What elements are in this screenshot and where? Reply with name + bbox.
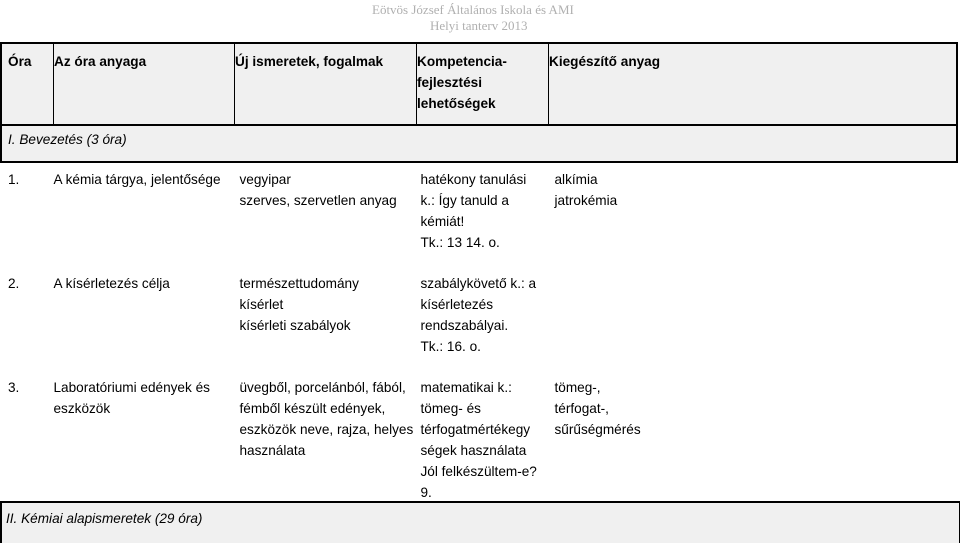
competence-line: rendszabályai. (420, 318, 509, 333)
section-row (1, 125, 957, 162)
row-number: 1. (8, 172, 20, 187)
extra-line: térfogat-, (554, 401, 609, 416)
competence-line: 9. (420, 485, 432, 500)
row-competence (417, 267, 549, 371)
concept-line: használata (239, 443, 306, 458)
table-row (1, 162, 957, 267)
row-competence (417, 371, 549, 515)
extra-line: alkímia (554, 172, 598, 187)
header-topic: Az óra anyaga (54, 43, 235, 125)
extra-line: tömeg-, (554, 380, 601, 395)
concept-line: kísérlet (239, 297, 284, 312)
school-name: Eötvös József Általános Iskola és AMI (372, 2, 574, 17)
competence-line: matematikai k.: (420, 380, 512, 395)
competence-line: Tk.: 16. o. (420, 339, 481, 354)
section-row (0, 501, 960, 543)
concept-line: üvegből, porcelánból, fából, (239, 380, 406, 395)
topic-line: Laboratóriumi edények és (53, 380, 210, 395)
header-competence-line: Kompetencia- (417, 54, 507, 69)
section-title: II. Kémiai alapismeretek (29 óra) (6, 511, 203, 526)
concept-line: vegyipar (239, 172, 291, 187)
competence-line: tömeg- és (420, 401, 481, 416)
header-competence (417, 43, 549, 125)
section-title: I. Bevezetés (3 óra) (1, 125, 957, 162)
row-extra (549, 267, 958, 371)
row-concepts (235, 162, 417, 267)
concept-line: fémből készült edények, (239, 401, 386, 416)
header-concepts: Új ismeretek, fogalmak (235, 43, 417, 125)
table-header-row (1, 43, 957, 125)
extra-line: sűrűségmérés (554, 422, 641, 437)
header-ora: Óra (1, 43, 54, 125)
concept-line: természettudomány (239, 276, 359, 291)
header-extra: Kiegészítő anyag (549, 43, 958, 125)
concept-line: kísérleti szabályok (239, 318, 351, 333)
table-row (1, 371, 957, 515)
topic-line: eszközök (53, 401, 111, 416)
table-row (1, 267, 957, 371)
topic-line: A kísérletezés célja (53, 276, 170, 291)
competence-line: kémiát! (420, 214, 465, 229)
row-extra (549, 162, 958, 267)
concept-line: szerves, szervetlen anyag (239, 193, 397, 208)
row-number: 2. (8, 276, 20, 291)
competence-line: k.: Így tanuld a (420, 193, 509, 208)
curriculum-table (0, 42, 958, 515)
header-competence-line: lehetőségek (417, 96, 496, 111)
competence-line: Jól felkészültem-e? (420, 464, 537, 479)
competence-line: szabálykövető k.: a (420, 276, 537, 291)
row-number: 3. (8, 380, 20, 395)
curriculum-title: Helyi tanterv 2013 (430, 18, 528, 33)
row-competence (417, 162, 549, 267)
competence-line: hatékony tanulási (420, 172, 527, 187)
header-competence-line: fejlesztési (417, 75, 482, 90)
row-extra (549, 371, 958, 515)
row-concepts (235, 267, 417, 371)
competence-line: ségek használata (420, 443, 527, 458)
competence-line: Tk.: 13 14. o. (420, 235, 500, 250)
competence-line: térfogatmértékegy (420, 422, 531, 437)
extra-line: jatrokémia (554, 193, 618, 208)
concept-line: eszközök neve, rajza, helyes (239, 422, 414, 437)
row-concepts (235, 371, 417, 515)
row-topic (54, 267, 235, 371)
row-topic (54, 162, 235, 267)
row-topic (54, 371, 235, 515)
topic-line: A kémia tárgya, jelentősége (53, 172, 221, 187)
competence-line: kísérletezés (420, 297, 494, 312)
